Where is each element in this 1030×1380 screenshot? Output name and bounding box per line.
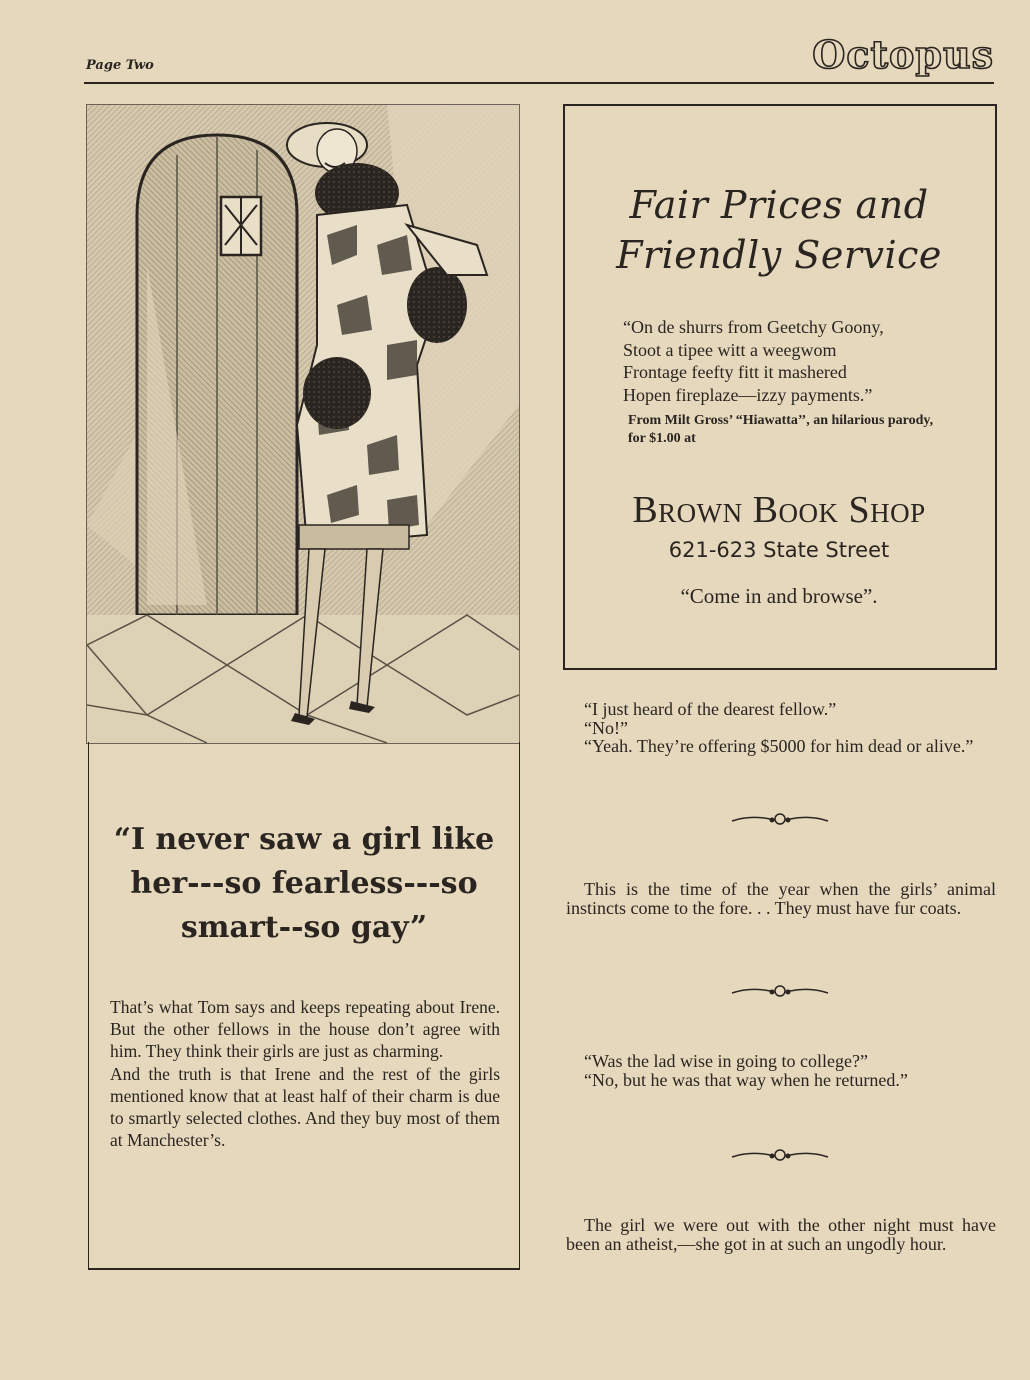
bookshop-poem — [623, 316, 963, 406]
ornament-divider — [730, 812, 830, 826]
joke-3-line-1: “Was the lad wise in going to college?” — [584, 1051, 868, 1071]
illustration-art — [87, 105, 519, 743]
poem-line-2: Stoot a tipee witt a weegwom — [623, 339, 837, 360]
bookshop-title-line-2: Friendly Service — [616, 233, 942, 277]
page-label: Page Two — [86, 58, 154, 73]
bookshop-address: 621-623 State Street — [668, 538, 890, 562]
illustration-woman-fur-coat — [86, 104, 520, 744]
magazine-title: Octopus — [812, 32, 994, 77]
manchester-body — [110, 996, 500, 1151]
joke-2-line-1: This is the time of the year when the girls’ animal instincts come to the fore. . . They must have fur coats. — [566, 879, 996, 918]
ornament-divider — [730, 984, 830, 998]
manchester-headline: “I never saw a girl like her---so fearless---so smart--so gay” — [113, 822, 495, 945]
bookshop-credit: From Milt Gross’ “Hiawatta’’, an hilarious parody, for $1.00 at — [628, 413, 934, 446]
bookshop-name: Brown Book Shop — [632, 489, 926, 531]
joke-1-line-1: “I just heard of the dearest fellow.” — [584, 699, 837, 719]
header-rule — [84, 82, 994, 84]
joke-4-line-1: The girl we were out with the other night must have been an atheist,—she got in at such an ungodly hour. — [566, 1215, 996, 1254]
joke-4 — [566, 1216, 996, 1253]
joke-3-line-2: “No, but he was that way when he returned.” — [584, 1069, 908, 1090]
joke-1-line-2: “No!” — [584, 717, 628, 738]
poem-line-4: Hopen fireplaze—izzy payments.” — [623, 384, 873, 405]
manchester-paragraph-1: That’s what Tom says and keeps repeating about Irene. But the other fellows in the house don’t agree with him. They think their girls are just as charming. — [110, 997, 500, 1062]
ornament-divider — [730, 1148, 830, 1162]
manchester-paragraph-2: And the truth is that Irene and the rest of the girls mentioned know that at least half of their charm is due to smartly selected clothes. And they buy most of them at Manchester’s. — [110, 1063, 500, 1151]
bookshop-title — [563, 180, 995, 280]
joke-3 — [566, 1052, 996, 1089]
joke-1-line-3: “Yeah. They’re offering $5000 for him dead or alive.” — [584, 736, 974, 756]
poem-line-3: Frontage feefty fitt it mashered — [623, 362, 847, 382]
poem-line-1: “On de shurrs from Geetchy Goony, — [623, 317, 884, 337]
joke-1 — [566, 700, 996, 756]
bookshop-title-line-1: Fair Prices and — [629, 183, 929, 227]
joke-2 — [566, 880, 996, 917]
bookshop-tagline: “Come in and browse”. — [680, 584, 878, 608]
